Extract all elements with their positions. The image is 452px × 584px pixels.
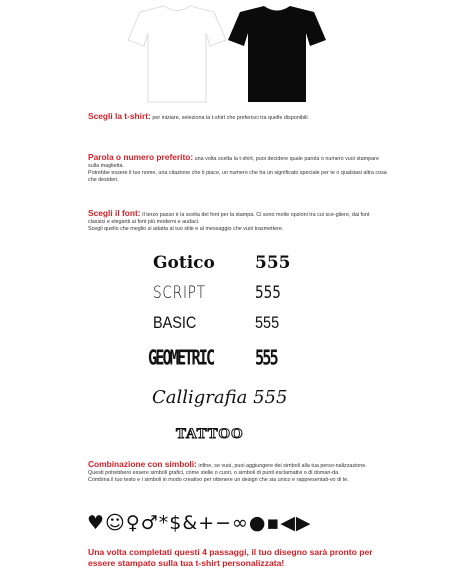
step-choose-font-text: Il terzo passo è la scelta del font per la stampa. Ci sono molte opzioni tra cui sce-gliere, dai font classici e eleganti ai font più moderni e audaci. <box>88 212 370 225</box>
step-combine-symbols <box>88 461 388 484</box>
white-tshirt[interactable] <box>128 6 226 102</box>
step-word-number-text-2: Potrebbe essere il tuo nome, una citazione che ti piace, un numero che ha un significato speciale per te o qualsiasi altra cosa che desideri. <box>88 170 387 183</box>
step-choose-tshirt <box>88 113 388 122</box>
step-choose-tshirt-heading: Scegli la t-shirt: <box>88 111 151 121</box>
font-option-geometric[interactable] <box>148 345 310 370</box>
step-choose-font-text-2: Scegli quello che meglio si adatta al tuo stile e al messaggio che vuoi trasmettere. <box>88 226 284 232</box>
step-word-number <box>88 154 388 184</box>
step-word-number-heading: Parola o numero preferito: <box>88 152 194 162</box>
font-sample-calligraphy: Calligrafia 555 <box>152 387 288 408</box>
font-sample-tattoo: TATTOO <box>176 426 244 442</box>
font-sample-geometric: GEOMETRIC <box>148 345 214 370</box>
font-sample-script: SCRIPT <box>153 283 206 303</box>
font-number-basic: 555 <box>255 313 280 332</box>
font-number-gothic: 555 <box>255 253 291 273</box>
font-sample-basic: BASIC <box>153 313 197 332</box>
step-choose-font-heading: Scegli il font: <box>88 208 141 218</box>
black-tshirt[interactable] <box>228 6 326 102</box>
step-combine-symbols-text-3: Combina il tuo testo e i simboli in modo creativo per ottenere un design che sia unico e rappresentati-vo di te. <box>88 477 349 483</box>
tshirt-options <box>0 0 452 110</box>
step-combine-symbols-text: infine, se vuoi, puoi aggiungere dei simboli alla tua perso-nalizzazione. <box>198 463 367 469</box>
step-word-number-text: una volta scelta la t-shirt, puoi decidere quale parola o numero vuoi stampare sulla maglietta. <box>88 156 379 169</box>
step-choose-font <box>88 210 388 233</box>
font-option-script[interactable] <box>150 283 310 305</box>
step-combine-symbols-heading: Combinazione con simboli: <box>88 459 197 469</box>
symbol-options[interactable]: ♥☺♀♂*$&+−∞●▪◀▶ <box>87 512 312 534</box>
font-option-gothic[interactable] <box>150 253 310 275</box>
font-option-calligraphy[interactable] <box>152 387 342 409</box>
font-number-geometric: 555 <box>255 345 277 370</box>
completion-message: Una volta completati questi 4 passaggi, il tuo disegno sarà pronto per essere stampato sulla tua t-shirt personalizzata! <box>88 547 373 568</box>
step-combine-symbols-text-2: Questi potrebbero essere simboli grafici, come stelle o cuori, o simboli di punti esclamativi o di doman-da. <box>88 470 340 476</box>
font-option-tattoo[interactable] <box>176 426 336 448</box>
font-number-script: 555 <box>255 283 281 303</box>
step-choose-tshirt-text: per iniziare, seleziona la t-shirt che preferisci tra quelle disponibili. <box>152 115 310 121</box>
font-sample-gothic: Gotico <box>153 253 215 273</box>
font-option-basic[interactable] <box>150 313 310 335</box>
